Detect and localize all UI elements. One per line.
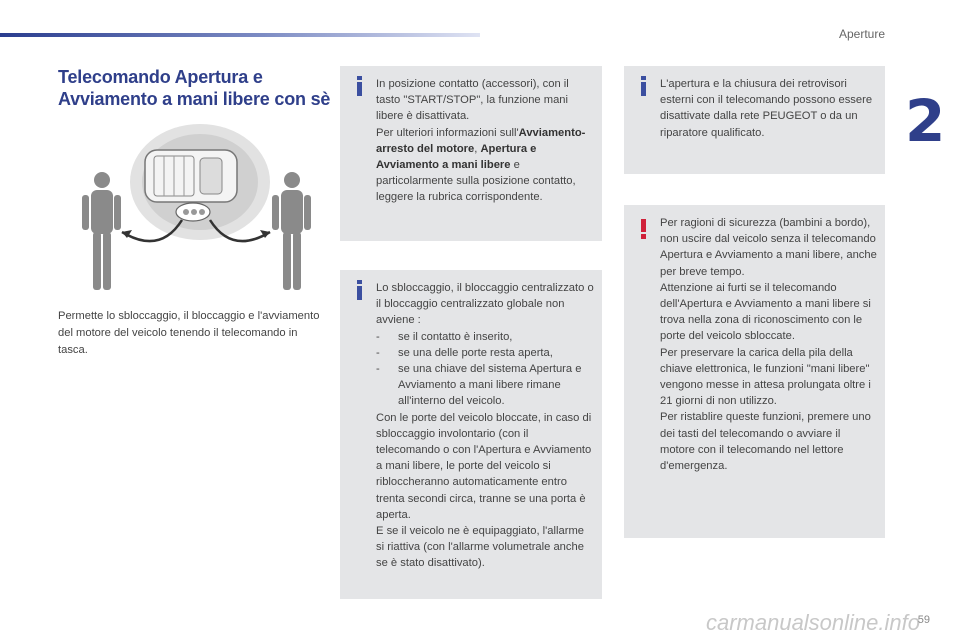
list-item: - se il contatto è inserito, bbox=[376, 330, 513, 343]
list-item: - se una delle porte resta aperta, bbox=[376, 346, 553, 359]
paragraph: Per preservare la carica della pila della chiave elettronica, le funzioni "mani libere" vengono messe in attesa prolungata oltre i 21 giorni di non utilizzo. bbox=[660, 346, 871, 408]
title-line-1: Telecomando Apertura e bbox=[58, 67, 263, 87]
paragraph: L'apertura e la chiusura dei retrovisori esterni con il telecomando possono essere disattivate dalla rete PEUGEOT o da un riparatore qualificato. bbox=[660, 78, 873, 139]
paragraph: In posizione contatto (accessori), con il tasto "START/STOP", la funzione mani libere è disattivata. bbox=[376, 78, 569, 123]
info-icon bbox=[636, 76, 650, 96]
info-box-text bbox=[376, 76, 594, 206]
info-box-mirrors bbox=[624, 66, 885, 174]
list-item: - se una chiave del sistema Apertura e Avviamento a mani libere rimane all'interno del veicolo. bbox=[376, 363, 582, 408]
info-box-text bbox=[376, 280, 594, 572]
warning-icon bbox=[636, 219, 650, 239]
info-icon bbox=[352, 76, 366, 96]
warning-box-text bbox=[660, 215, 877, 474]
hands-free-illustration bbox=[70, 120, 330, 305]
paragraph: Per ristablire queste funzioni, premere uno dei tasti del telecomando o avviare il motore con il telecomando nel lettore d'emergenza. bbox=[660, 411, 871, 473]
info-box-contact-position bbox=[340, 66, 602, 241]
paragraph: E se il veicolo ne è equipaggiato, l'allarme si riattiva (con l'allarme volumetrale anche se è stato disattivato). bbox=[376, 525, 584, 570]
warning-box-safety bbox=[624, 205, 885, 538]
paragraph: Con le porte del veicolo bloccate, in caso di sbloccaggio involontario (con il telecomando o con l'Apertura e Avviamento a mani libere, le porte del veicolo si ribloccheranno automaticamente entro trenta secondi circa, tranne se una porta è aperta. bbox=[376, 411, 592, 521]
paragraph: Attenzione ai furti se il telecomando dell'Apertura e Avviamento a mani libere si trova nella zona di riconoscimento con le porte del veicolo sbloccate. bbox=[660, 281, 871, 343]
info-box-text bbox=[660, 76, 877, 141]
info-icon bbox=[352, 280, 366, 300]
info-box-locking-conditions bbox=[340, 270, 602, 599]
title-line-2: Avviamento a mani libere con sè bbox=[58, 89, 331, 109]
header-accent-bar bbox=[0, 33, 480, 37]
page-number: 59 bbox=[917, 614, 930, 626]
paragraph: Per ragioni di sicurezza (bambini a bordo), non uscire dal veicolo senza il telecomando Apertura e Avviamento a mani libere, anche per breve tempo. bbox=[660, 217, 877, 278]
watermark: carmanualsonline.info bbox=[705, 610, 920, 635]
paragraph: Per ulteriori informazioni sull'Avviamento-arresto del motore, Apertura e Avviamento a mani libere e particolarmente sulla posizione contatto, leggere la rubrica corrispondente. bbox=[376, 126, 586, 204]
section-label: Aperture bbox=[838, 27, 885, 41]
page-title bbox=[58, 66, 348, 110]
paragraph: Lo sbloccaggio, il bloccaggio centralizzato o il bloccaggio centralizzato globale non avviene : bbox=[376, 282, 594, 327]
chapter-number: 2 bbox=[905, 87, 946, 155]
intro-text: Permette lo sbloccaggio, il bloccaggio e l'avviamento del motore del veicolo tenendo il telecomando in tasca. bbox=[58, 310, 320, 356]
